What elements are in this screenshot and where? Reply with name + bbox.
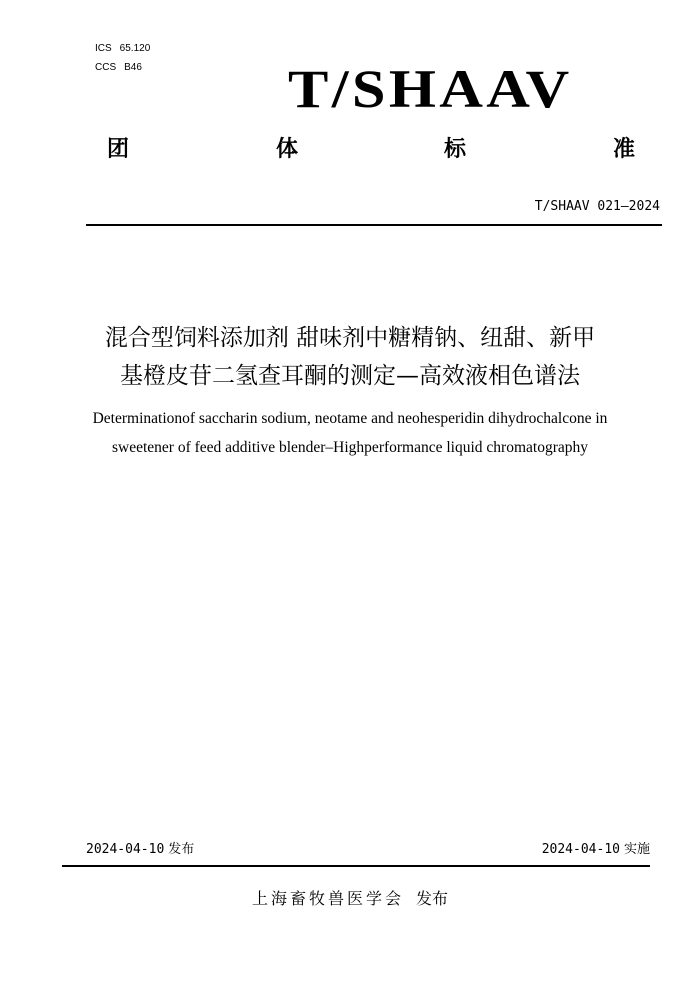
standard-logo: T/SHAAV: [288, 59, 573, 119]
publisher-line: [0, 886, 700, 909]
standard-type-char-4: 准: [613, 137, 636, 162]
ics-label: ICS: [95, 43, 112, 54]
implement-date-block: [542, 838, 650, 857]
ics-code: 65.120: [119, 43, 151, 54]
standard-type-char-2: 体: [276, 137, 299, 162]
ccs-code: B46: [124, 62, 142, 73]
header-divider: [86, 224, 662, 226]
title-zh-line-2: 基橙皮苷二氢查耳酮的测定—高效液相色谱法: [120, 363, 580, 389]
title-zh-line-1: 混合型饲料添加剂 甜味剂中糖精钠、纽甜、新甲: [104, 325, 596, 351]
publisher-action: 发布: [416, 889, 449, 908]
issue-date-block: [86, 838, 194, 857]
standard-number: T/SHAAV 021—2024: [534, 199, 660, 214]
implement-date: 2024-04-10: [541, 842, 620, 857]
title-en-line-2: sweetener of feed additive blender–Highperformance liquid chromatography: [111, 439, 588, 456]
footer-divider: [62, 865, 650, 867]
ccs-classification: [95, 62, 142, 73]
standard-type-char-1: 团: [107, 137, 130, 162]
issue-label: 发布: [168, 842, 195, 857]
ccs-label: CCS: [95, 62, 117, 73]
issue-date: 2024-04-10: [86, 842, 165, 857]
implement-label: 实施: [623, 842, 650, 857]
publisher-org: 上海畜牧兽医学会: [251, 889, 404, 908]
ics-classification: [95, 43, 150, 54]
title-en-line-1: Determinationof saccharin sodium, neotame and neohesperidin dihydrochalcone in: [92, 410, 608, 427]
standard-type-char-3: 标: [444, 137, 467, 162]
